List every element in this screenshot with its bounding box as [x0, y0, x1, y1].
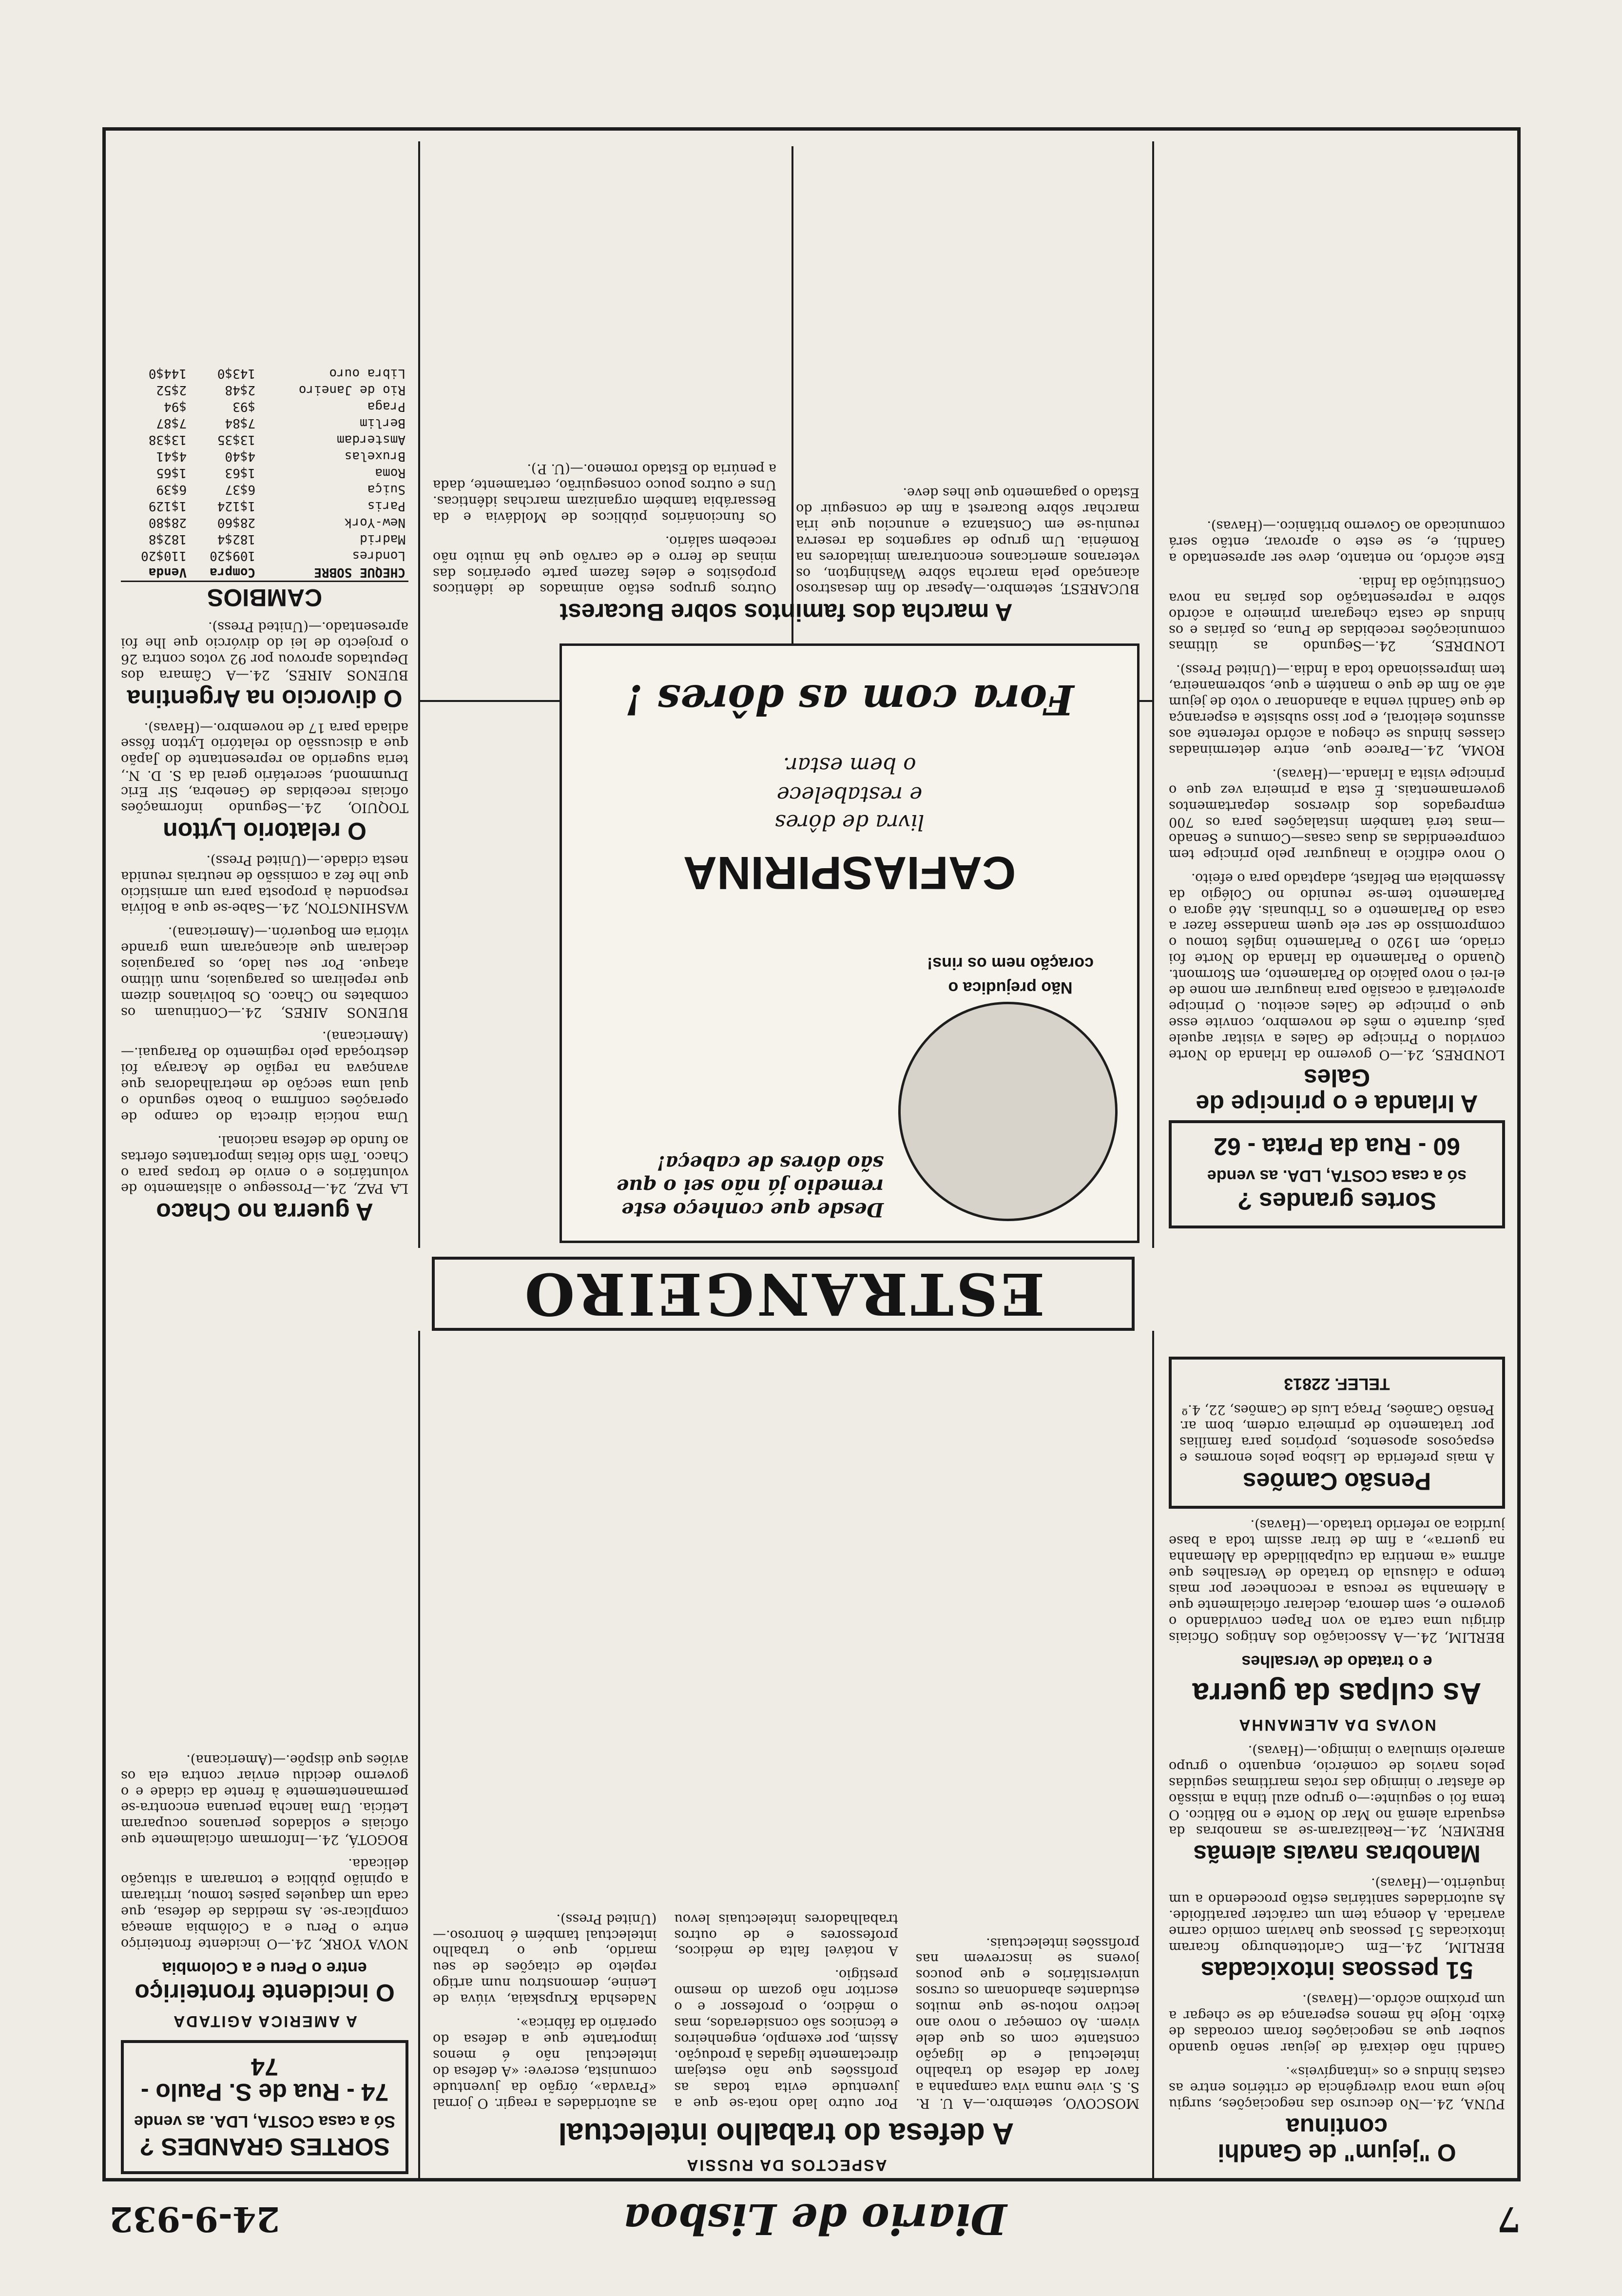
jejum-paragraph: PUNA, 24.—No decurso das negociações, surgiu hoje uma nova divergência de critérios entre as castas hindus e os «intangíveis». [1169, 2064, 1505, 2111]
bucarest-article [433, 460, 1139, 629]
cambios-cell: 2$52 [156, 382, 187, 397]
america-heading: O incidente fronteiriço [135, 1979, 395, 2007]
cafiaspirina-slogan: Fora com as dôres ! [625, 676, 1074, 724]
column-left-bottom [1169, 1243, 1505, 2169]
bucarest-paragraph: Outros grupos estão animados de idênticos propósitos e deles fazem parte operários das minas de ferro e de carvão que há muito não recebem salário. [433, 533, 776, 597]
cambios-cell: Amsterdam [337, 432, 406, 447]
column-rule [1152, 1331, 1154, 2179]
cambios-cell: Londres [352, 548, 406, 563]
russia-paragraph: Nadeshda Krupskaia, viúva de Lenine, demonstrou num artigo repleto de citações de seu marido, que o trabalho intelectual também é honroso.—(United Press). [433, 1911, 657, 2007]
cafiaspirina-line1: livra de dôres [774, 810, 925, 835]
russia-paragraph: Por outro lado nota-se que a juventude evita todas as profissões que não estejam directamente ligadas à produção. Assim, por exemplo, engenheiros e técnicos são considerados, mas o médico, o professor e o escritor não gozam do mesmo prestígio. [674, 1967, 898, 2111]
gandhi-acordo-paragraph: Este acôrdo, no entanto, deve ser apresentado a Gandhi, e, se este o aprovar, então será comunicado ao Governo britânico.—(Havas). [1169, 518, 1505, 565]
cambios-cell: 7$84 [225, 415, 256, 430]
newspaper-title: Diario de Lisboa [623, 2194, 1007, 2243]
cambios-cell: Suiça [367, 482, 406, 497]
divorcio-heading: O divorcio na Argentina [127, 684, 403, 712]
jejum-paragraph: Gandhi não deixará de jejuar senão quando souber que as negociações foram coroadas de êxito. Hoje há menos esperança de se chegar a um próximo acôrdo.—(Havas). [1169, 1992, 1505, 2056]
cafiaspirina-ad [560, 643, 1139, 1243]
section-masthead: ESTRANGEIRO [432, 1257, 1135, 1331]
camoes-title: Pensão Camões [1242, 1467, 1431, 1495]
america-kicker: A AMERICA AGITADA [172, 2013, 357, 2031]
cambios-cell: New-York [344, 515, 406, 530]
intoxicadas-paragraph: BERLIM, 24.—Em Carlottenburgo ficaram intoxicadas 51 pessoas que haviam comido carne avariada. A doença tem um carácter paratifoide. As autoridades sanitárias estão procedendo a um inquérito.—(Havas). [1169, 1875, 1505, 1955]
cambios-row [121, 531, 408, 547]
cambios-row [121, 398, 408, 415]
cambios-row [121, 415, 408, 431]
cafiaspirina-foot2: coração nem os rins! [927, 954, 1094, 973]
bucarest-heading: A marcha dos famintos sobre Bucarest [560, 599, 1013, 626]
column-rule [1152, 141, 1154, 1248]
cafiaspirina-line2: e restabelece [776, 782, 923, 807]
cambios-cell: 182$8 [148, 531, 187, 546]
manobras-paragraph: BREMEN, 24.—Realizaram-se as manobras da esquadra alemã no Mar do Norte e no Báltico. O tema foi o seguinte:—o grupo azul tinha a missão de afastar o inimigo das rotas marítimas seguidas pelos navios de comércio, enquanto o grupo amarelo simulava o inimigo.—(Havas). [1169, 1743, 1505, 1838]
cambios-cell: $94 [164, 399, 187, 414]
cambios-cell: Madrid [360, 531, 406, 546]
irlanda-heading: A Irlanda e o principe de Gales [1196, 1064, 1478, 1117]
cambios-cell: 28$60 [217, 515, 256, 530]
column-center-top [433, 146, 1139, 1243]
cambios-cell: 6$39 [156, 482, 187, 497]
irlanda-paragraph: O novo edifício a inaugurar pelo príncipe tem compreendidas as duas casas—Comuns e Senado—mas terá também instalações para os 700 empregados dos diversos departamentos governamentais. É esta a primeira vez que o principe visita a Irlanda.—(Havas). [1169, 766, 1505, 862]
culpas-subheading: e o tratado de Versalhes [1241, 1652, 1432, 1671]
cambios-cell: Bruxelas [344, 448, 406, 464]
cambios-title: CAMBIOS [207, 584, 323, 612]
cambios-cell: 2$48 [225, 382, 256, 397]
bucarest-paragraph: Os funcionários públicos de Moldávia e da Bessarábia também organizam marchas idênticas. Uns e outros pouco conseguirão, certamente, dada a penúria do Estado romeno.—(U. P.). [433, 461, 776, 525]
sortes-left-ad [121, 2041, 408, 2175]
cambios-cell: 110$20 [141, 548, 187, 563]
gandhi-press-paragraph: ROMA, 24.—Parece que, entre determinadas classes hindus se chegou a acôrdo referente aos assuntos eleitoral, e por isso subsiste a esperança de que Gandhi venha a abandonar o voto de jejum até ao fim de que o mantém e que, sobremaneira, tem impressionado toda a Índia.—(United Press). [1169, 662, 1505, 758]
woman-portrait-illustration [898, 1002, 1118, 1221]
cambios-table [121, 365, 408, 582]
russia-paragraph: MOSCOVO, setembro.—A U. R. S. S. vive numa viva campanha a favor da defesa do trabalho intelectual e de ligação constante com os que dele vivem. Ao começar o novo ano lectivo notou-se que muitos estudantes abandonam os cursos universitários e que poucos jovens se inscrevem nas profissões intelectuais. [915, 1935, 1139, 2111]
russia-kicker: ASPECTOS DA RUSSIA [685, 2157, 887, 2174]
cambios-cell: Libra ouro [329, 366, 406, 381]
chaco-paragraph: BUENOS AIRES, 24.—Continuam os combates no Chaco. Os bolivianos dizem que repeliram os paraguaios, num último ataque. Por seu lado, os paraguaios declaram que alcançaram uma grande vitória em Boquerón.—(Americana). [121, 924, 408, 1020]
intoxicadas-heading: 51 pessoas intoxicadas [1200, 1957, 1473, 1985]
cambios-row [121, 431, 408, 448]
cambios-col-header: Venda [148, 564, 187, 580]
sortes-left-line2: 74 - Rua de S. Paulo - 74 [140, 2053, 389, 2106]
cambios-cell: 6$37 [225, 482, 256, 497]
cambios-row [121, 465, 408, 481]
divorcio-paragraph: BUENOS AIRES, 24.—A Câmara dos Deputados aprovou por 92 votos contra 26 o projecto de lei do divórcio que lhe foi apresentado.—(United Press). [121, 619, 408, 683]
cambios-row [121, 498, 408, 514]
america-paragraph: NOVA YORK, 24.—O incidente fronteiriço entre o Peru e a Colômbia ameaça complicar-se. As medidas de defesa, que cada um daqueles países tomou, irritaram a opinião pública e tornaram a situação delicada. [121, 1856, 408, 1951]
cambios-row [121, 382, 408, 398]
cambios-cell: Berlim [360, 415, 406, 430]
cambios-row [121, 547, 408, 564]
culpas-heading: As culpas da guerra [1192, 1676, 1482, 1711]
bucarest-paragraph: BUCAREST, setembro.—Apesar do fim desastroso alcançado pela marcha sôbre Washington, os veteranos americanos encontraram imitadores na Roménia. Um grupo de sargentos da reserva reuniu-se em Constanza e anunciou que iria marchar sôbre Bucarest a fim de conseguir do Estado o pagamento que lhes deve. [796, 485, 1139, 597]
cambios-cell: Rio de Janeiro [298, 382, 406, 397]
cafiaspirina-line3: o bem estar. [783, 753, 916, 778]
irlanda-paragraph: LONDRES, 24.—O governo da Irlanda do Norte convidou o Principe de Gales a visitar aquele país, durante o mês de novembro, convite esse que o principe de Gales aceitou. O principe aproveitará a ocasião para inaugurar em nome de el-rei o novo palácio do Parlamento, em Stormont. Quando o Parlamento da Irlanda do Norte foi criado, em 1920 o Parlamento inglês tomou o compromisso de ser ele quem mandasse fazer a casa do Parlamento e os Tribunais. Até agora o Parlamento tem-se reunido no Colégio da Assembleia em Belfast, adaptado para o efeito. [1169, 870, 1505, 1062]
cambios-cell: 1$124 [217, 498, 256, 513]
column-rule [418, 141, 420, 1248]
cambios-cell: 13$35 [217, 432, 256, 447]
lytton-paragraph: TOQUIO, 24.—Segundo informações oficiais recebidas de Genebra, Sir Eric Drummond, secretário geral da S. D. N., teria sugerido ao representante do Japão que a discussão do relatório Lytton fôsse adiada para 17 de novembro.—(Havas). [121, 720, 408, 816]
cafiaspirina-quote: Desde que conheço este remedio já não sei o que são dôres de cabeça! [616, 1151, 884, 1221]
cambios-row [121, 365, 408, 382]
chaco-paragraph: Uma notícia directa do campo de operações confirma o boato segundo o qual uma secção de metralhadoras que avançava na região de Acaraya foi destroçada pelo regimento do Paraguai.—(Americana). [121, 1029, 408, 1124]
cambios-cell: Paris [367, 498, 406, 513]
cambios-cell: 144$0 [148, 366, 187, 381]
russia-heading: A defesa do trabalho intelectual [558, 2117, 1014, 2150]
russia-paragraph: A notável falta de médicos, professores e de outros trabalhadores intelectuais levou as autoridades a reagir. O jornal «Pravda», órgão da juventude comunista, escreve: «A defesa do intelectual não é menos importante que a defesa do operário da fábrica». [433, 1911, 898, 2111]
cambios-cell: 13$38 [148, 432, 187, 447]
cambios-header-row [121, 564, 408, 582]
cambios-row [121, 448, 408, 465]
column-center-bottom [433, 1345, 1139, 2174]
lytton-heading: O relatorio Lytton [163, 817, 367, 845]
cambios-cell: 7$87 [156, 415, 187, 430]
camoes-tel: TELEF. 22813 [1284, 1375, 1390, 1394]
cafiaspirina-brand: CAFIASPIRINA [683, 847, 1016, 899]
sortes-ad [1169, 1120, 1505, 1228]
cambios-cell: 143$0 [217, 366, 256, 381]
cambios-cell: 4$40 [225, 448, 256, 464]
sortes-line1: só a casa COSTA, LDA. as vende [1207, 1167, 1467, 1186]
cambios-cell: 28$80 [148, 515, 187, 530]
sortes-left-line1: Só a casa COSTA, LDA. as vende [134, 2112, 395, 2131]
column-rule [418, 1331, 420, 2179]
chaco-paragraph: WASHINGTON, 24.—Sabe-se que a Bolívia respondeu à proposta para um armistício que lhe fez a comissão de neutrais reunida nesta cidade.—(United Press). [121, 852, 408, 916]
sortes-line2: 60 - Rua da Prata - 62 [1214, 1133, 1460, 1161]
cambios-cell: Roma [375, 465, 406, 480]
sortes-left-title: SORTES GRANDES ? [139, 2133, 390, 2160]
column-right-bottom [121, 1248, 408, 2174]
camoes-ad [1169, 1357, 1505, 1508]
chaco-heading: A guerra no Chaco [156, 1198, 373, 1226]
culpas-kicker: NOVAS DA ALEMANHA [1237, 1716, 1436, 1734]
jejum-heading: O "jejum" de Gandhi continua [1217, 2113, 1456, 2166]
cambios-cell: 109$20 [210, 548, 256, 563]
cambios-cell: 4$41 [156, 448, 187, 464]
cambios-row [121, 514, 408, 531]
cambios-cell: 1$63 [225, 465, 256, 480]
page-header [109, 2190, 1521, 2243]
gandhi-acordo-paragraph: LONDRES, 24.—Segundo as últimas comunicações recebidas de Puna, os párias e os hindus de casta chegaram primeiro a acôrdo sôbre a representação dos párias na nova Constituição da Índia. [1169, 574, 1505, 654]
column-right-top [121, 146, 408, 1228]
cambios-cell: $93 [232, 399, 256, 414]
cambios-cell: 1$65 [156, 465, 187, 480]
column-left-top [1169, 146, 1505, 1228]
cambios-cell: 182$4 [217, 531, 256, 546]
camoes-text: A mais preferida de Lisboa pelos enormes e espaçosos aposentos, próprios para famílias por tratamento de primeira ordem, bom ar. Pensão Camões, Praça Luís de Camões, 22, 4.º [1179, 1402, 1494, 1466]
manobras-heading: Manobras navais alemãs [1193, 1840, 1481, 1868]
cambios-cell: 1$129 [148, 498, 187, 513]
cambios-row [121, 481, 408, 498]
america-paragraph: BOGOTÁ, 24.—Informam oficialmente que oficiais e soldados peruanos ocuparam Letícia. Uma lancha peruana encontra-se permanentemente à frente da cidade e o governo decidiu enviar contra ela os aviões que dispõe.—(Americana). [121, 1751, 408, 1848]
page-number: 7 [1497, 2199, 1521, 2239]
sortes-title: Sortes grandes ? [1237, 1187, 1437, 1215]
cambios-col-header: CHEQUE SOBRE [314, 564, 406, 580]
cambios-cell: Praga [367, 399, 406, 414]
culpas-paragraph: BERLIM, 24.—A Associação dos Antigos Oficiais dirigiu uma carta ao von Papen convidando o governo e, sem demora, declarar oficialmente que a Alemanha se recusa a reconhecer por mais tempo a cláusula do tratado de Versalhes que afirma «a mentira da culpabilidade da Alemanha na guerra», a fim de tirar assim toda a base jurídica ao referido tratado.—(Havas). [1169, 1517, 1505, 1645]
cafiaspirina-foot1: Não prejudica o [948, 978, 1073, 997]
page-date: 24-9-932 [109, 2199, 280, 2239]
chaco-paragraph: LA PAZ, 24.—Prossegue o alistamento de voluntários e o envio de tropas para o Chaco. Têm sido feitas importantes ofertas ao fundo de defesa nacional. [121, 1132, 408, 1196]
america-subheading: entre o Peru e a Colombia [162, 1959, 367, 1977]
cambios-col-header: Compra [210, 564, 256, 580]
